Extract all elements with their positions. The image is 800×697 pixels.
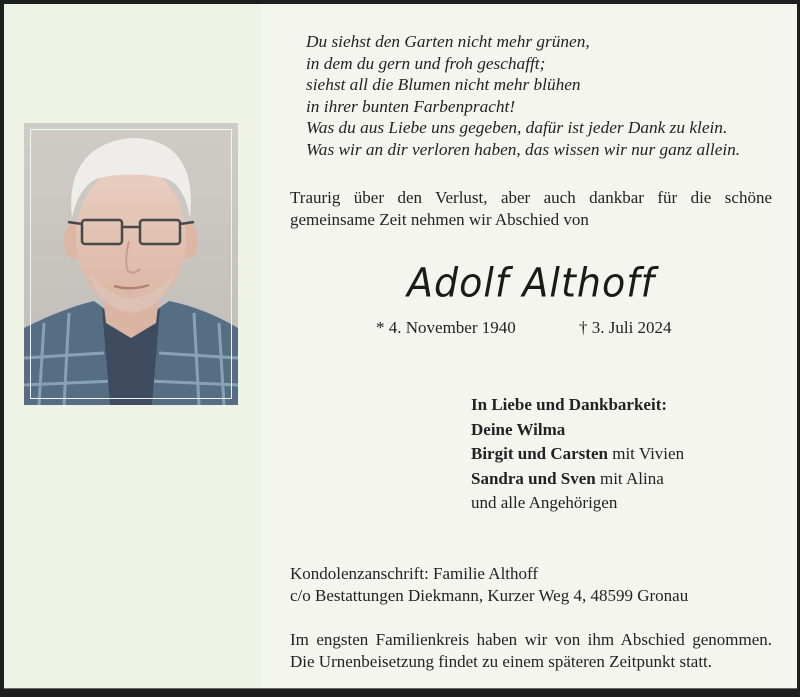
poem-line: Du siehst den Garten nicht mehr grünen, bbox=[306, 32, 590, 51]
funeral-note bbox=[290, 629, 772, 672]
portrait-photo bbox=[24, 123, 238, 405]
contact-line: c/o Bestattungen Diekmann, Kurzer Weg 4, 48599 Gronau bbox=[290, 585, 689, 605]
family-member: Birgit und Carsten mit Vivien bbox=[471, 444, 685, 463]
poem-line: in dem du gern und froh geschafft; bbox=[306, 53, 546, 73]
death-date: † 3. Juli 2024 bbox=[579, 318, 672, 337]
note-line: Im engsten Familienkreis haben wir von ihm Abschied genommen. bbox=[290, 630, 772, 649]
deceased-name: Adolf Althoff bbox=[407, 259, 655, 307]
family-member: Sandra und Sven mit Alina bbox=[471, 468, 664, 488]
poem-line: in ihrer bunten Farbenpracht! bbox=[306, 96, 516, 116]
family-member: und alle Angehörigen bbox=[471, 493, 618, 512]
photo-frame-border bbox=[30, 129, 232, 399]
poem-line: Was du aus Liebe uns gegeben, dafür ist jeder Dank zu klein. bbox=[306, 118, 728, 137]
contact-line: Kondolenzanschrift: Familie Althoff bbox=[290, 564, 539, 583]
intro-line: Traurig über den Verlust, aber auch dankbar für die schöne bbox=[290, 188, 772, 207]
birth-date: * 4. November 1940 bbox=[376, 318, 516, 337]
poem-line: siehst all die Blumen nicht mehr blühen bbox=[306, 75, 581, 94]
poem bbox=[306, 31, 740, 160]
family-signatures bbox=[471, 393, 684, 516]
intro-text bbox=[290, 187, 772, 230]
condolence-address bbox=[290, 563, 688, 606]
intro-line: gemeinsame Zeit nehmen wir Abschied von bbox=[290, 209, 589, 229]
poem-line: Was wir an dir verloren haben, das wissen wir nur ganz allein. bbox=[306, 139, 741, 159]
family-member: Deine Wilma bbox=[471, 419, 566, 439]
family-heading: In Liebe und Dankbarkeit: bbox=[471, 395, 668, 414]
left-panel bbox=[4, 4, 261, 688]
obituary-notice bbox=[4, 4, 797, 689]
note-line: Die Urnenbeisetzung findet zu einem späteren Zeitpunkt statt. bbox=[290, 651, 713, 671]
